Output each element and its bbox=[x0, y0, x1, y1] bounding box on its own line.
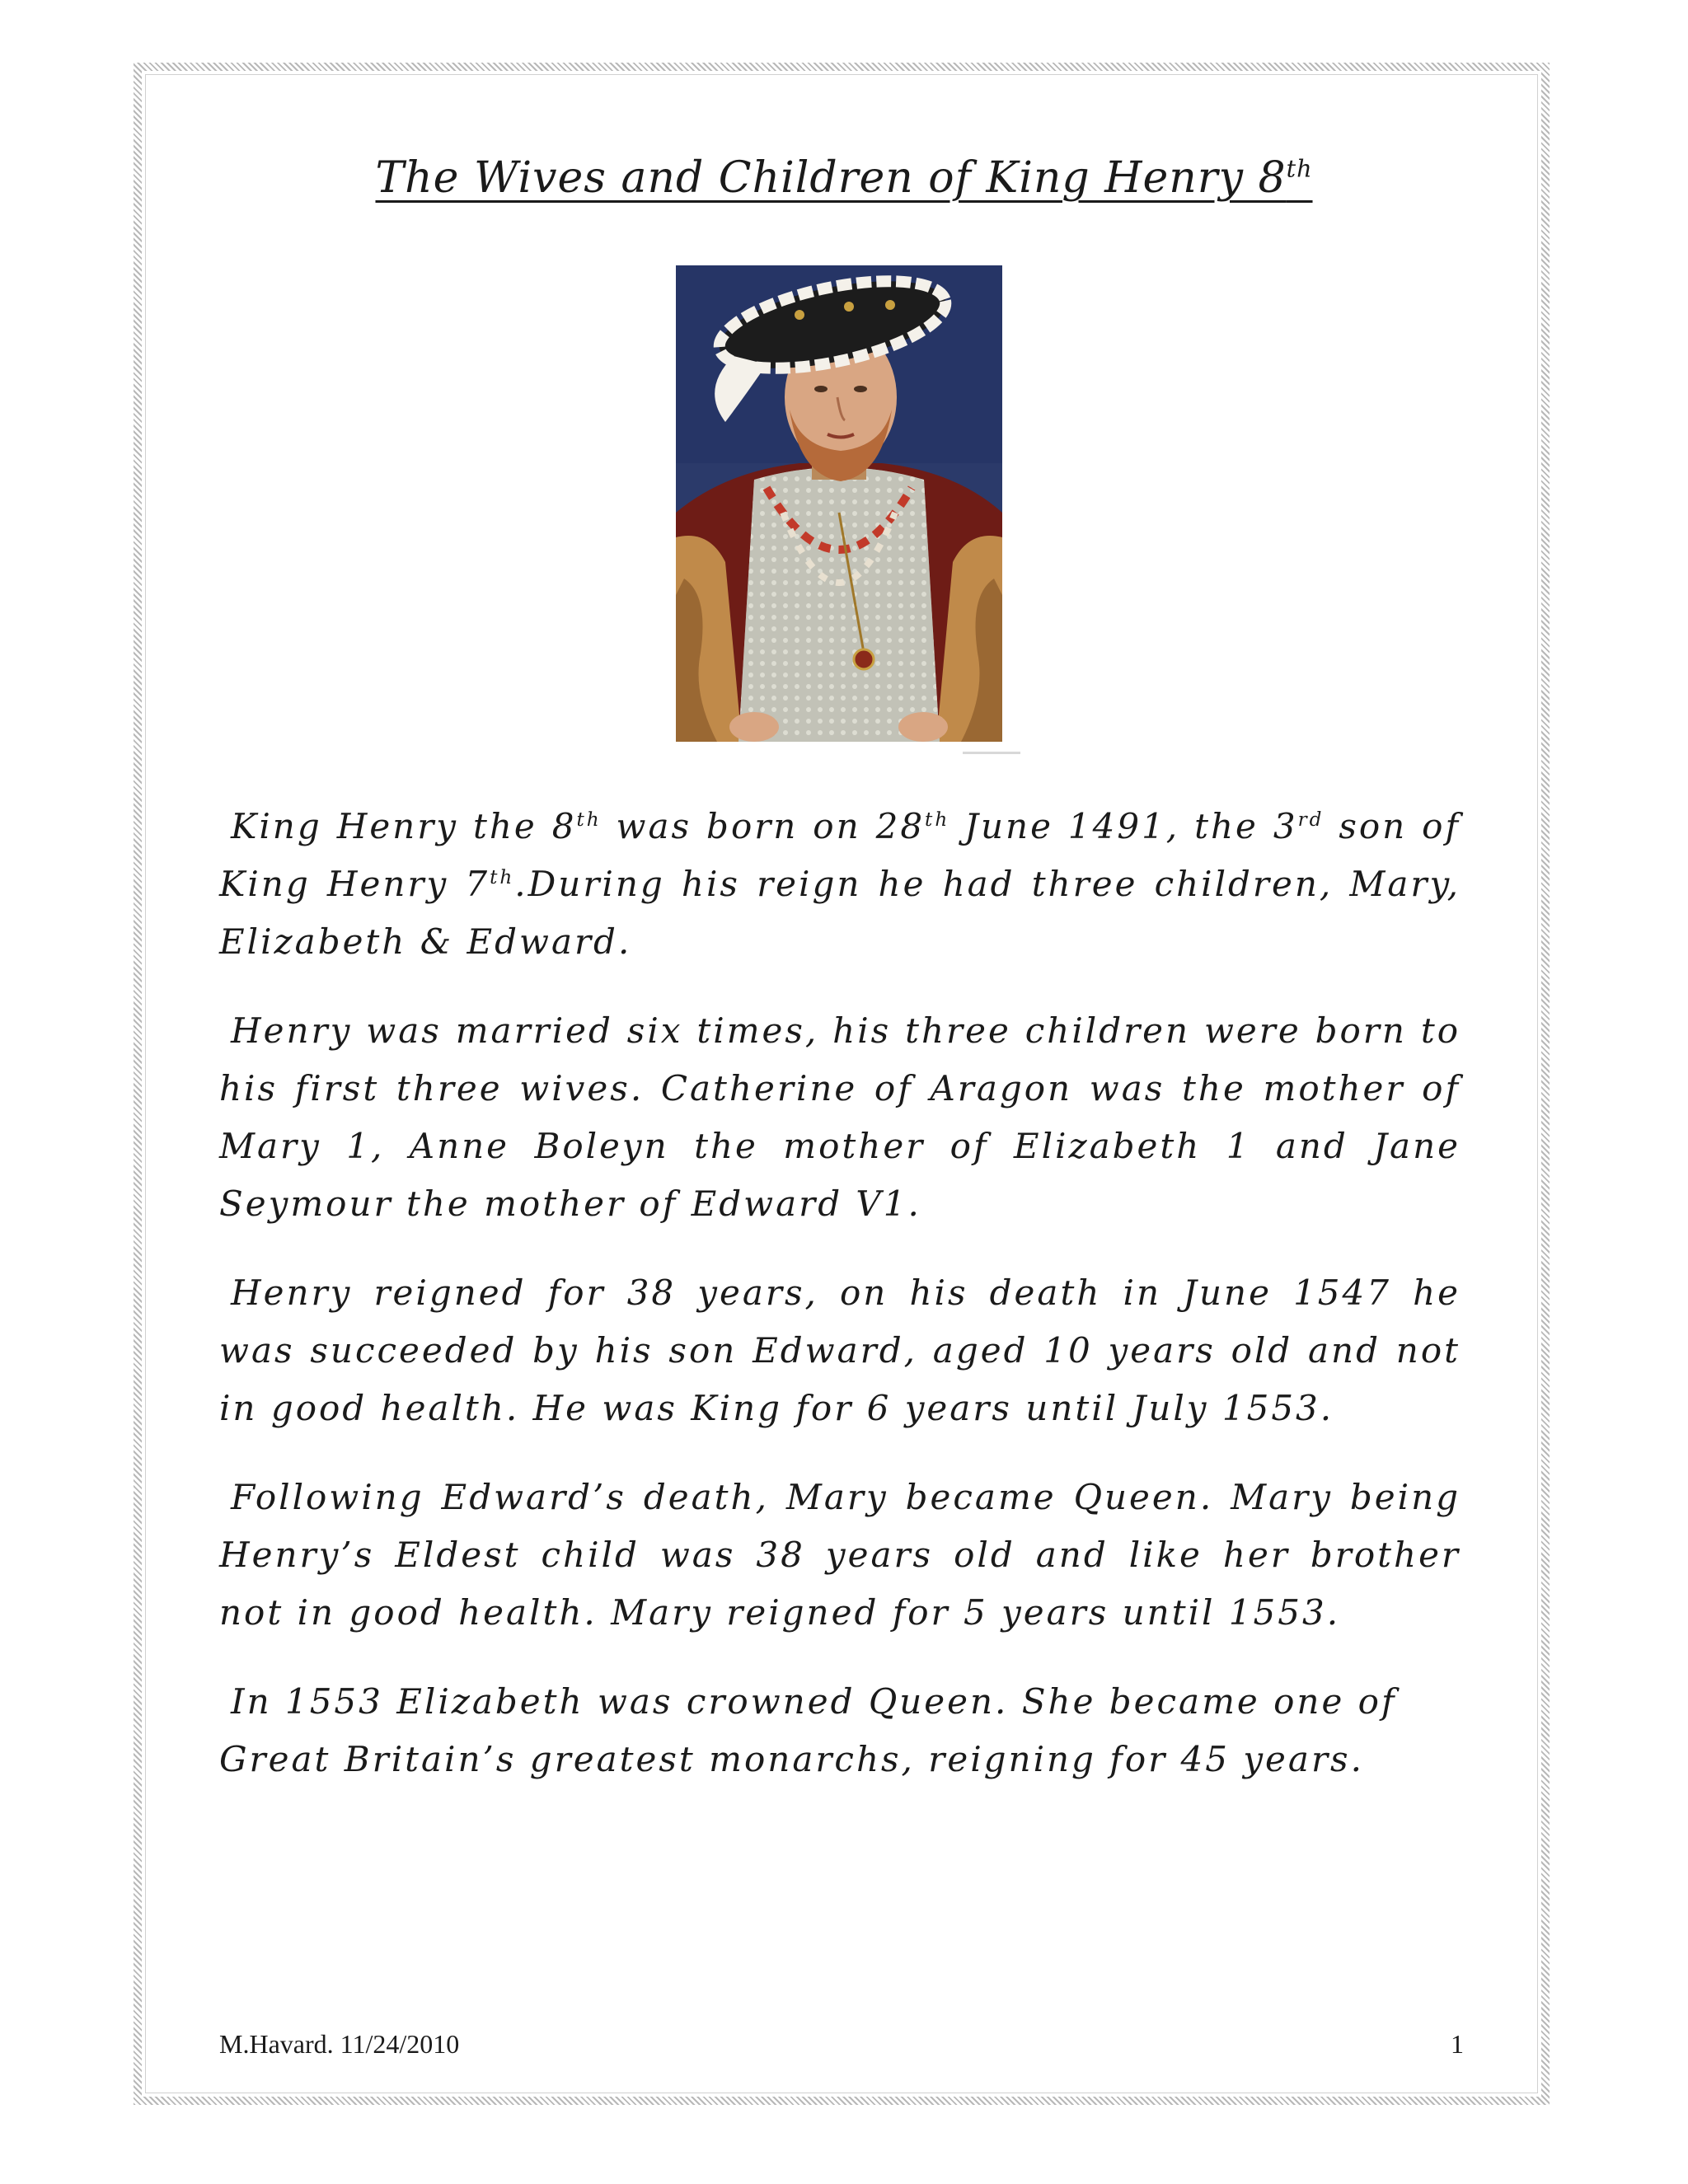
paragraph-reign: Henry reigned for 38 years, on his death in June 1547 he was succeeded by his son Edward, aged 10 years old and not in good health. He was King for 6 years until July 1553. bbox=[219, 1272, 1461, 1428]
footer-author-date: M.Havard. 11/24/2010 bbox=[219, 2029, 460, 2059]
footer-page-number: 1 bbox=[1451, 2029, 1464, 2059]
paragraph-birth: King Henry the 8th was born on 28th June 1491, the 3rd son of King Henry 7th.During his reign he had three children, Mary, Elizabeth & Edward. bbox=[219, 806, 1461, 962]
king-henry-portrait-icon bbox=[676, 265, 1002, 742]
page-title: The Wives and Children of King Henry 8th bbox=[375, 153, 1313, 203]
paragraph-elizabeth: In 1553 Elizabeth was crowned Queen. She became one of Great Britain’s greatest monarchs, reigning for 45 years. bbox=[219, 1681, 1397, 1779]
paragraph-wives: Henry was married six times, his three children were born to his first three wives. Catherine of Aragon was the mother of Mary 1, Anne Boleyn the mother of Elizabeth 1 and Jane Seymour the mother of Edward V1. bbox=[219, 1010, 1461, 1224]
document-body bbox=[219, 798, 1461, 1820]
paragraph-mary: Following Edward’s death, Mary became Queen. Mary being Henry’s Eldest child was 38 years old and like her brother not in good health. Mary reigned for 5 years until 1553. bbox=[219, 1477, 1461, 1633]
portrait-caption-mark bbox=[963, 752, 1020, 754]
